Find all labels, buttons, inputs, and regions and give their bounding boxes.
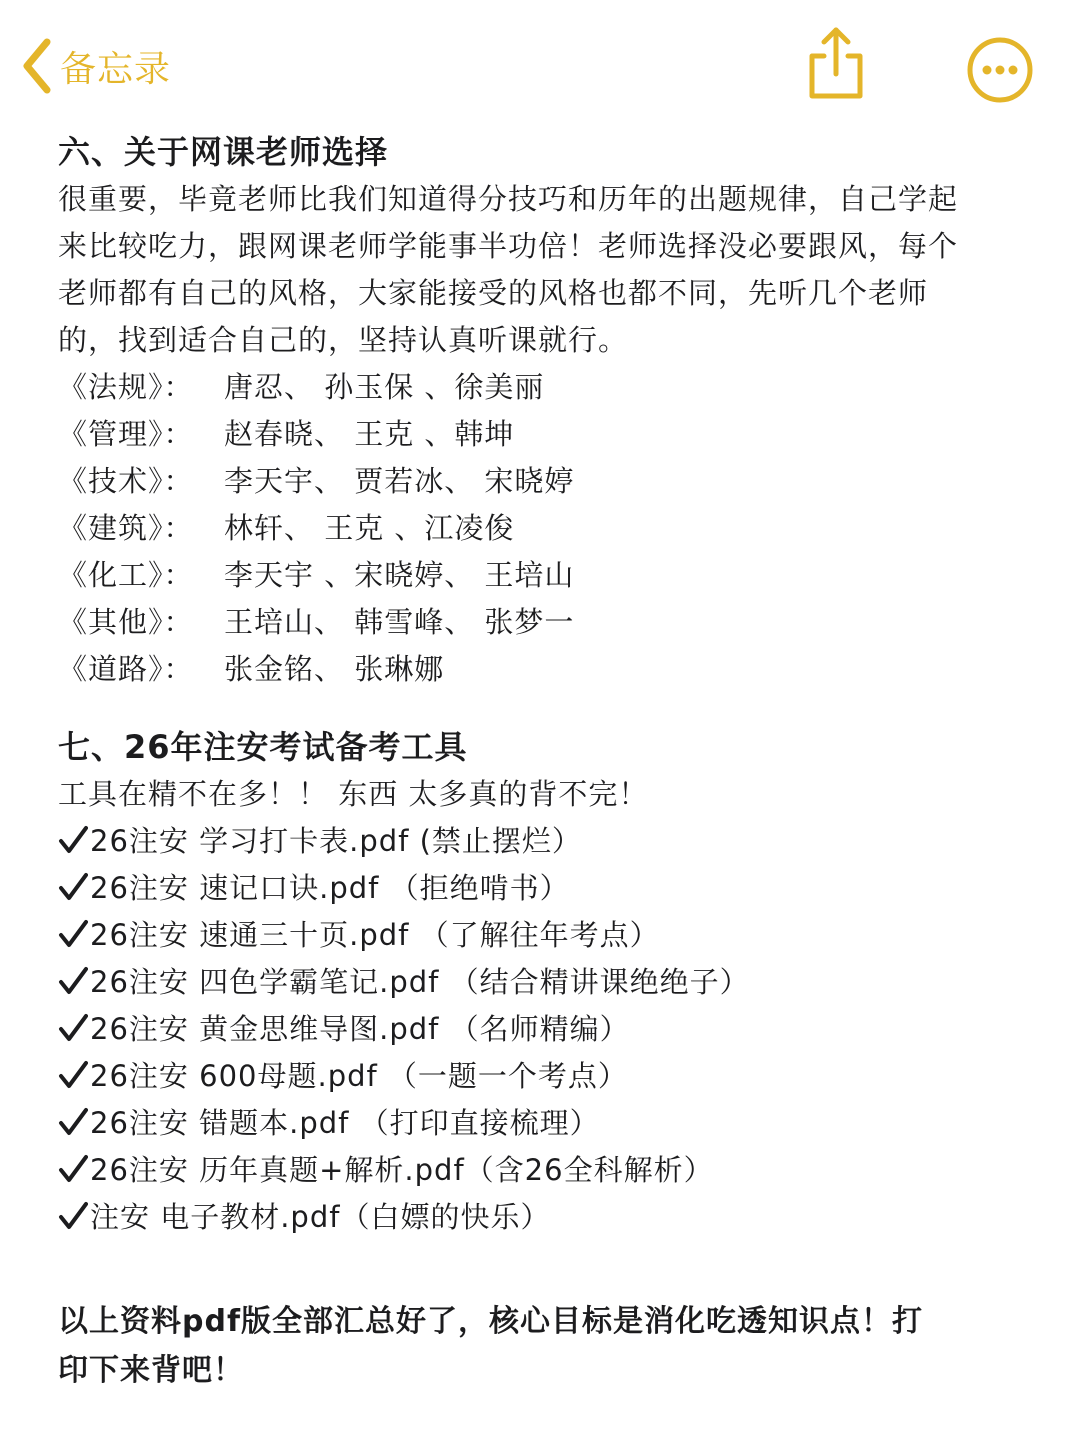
list-item	[58, 1147, 1048, 1194]
spacer	[58, 1241, 1048, 1271]
teacher-names: 张金铭、 张琳娜	[224, 652, 445, 686]
chevron-left-icon	[22, 38, 52, 94]
share-button[interactable]	[800, 24, 872, 104]
back-label: 备忘录	[60, 48, 172, 90]
checkmark-icon	[58, 1060, 88, 1090]
list-item-text: 26注安 速记口诀.pdf （拒绝啃书）	[90, 871, 570, 905]
subject-label: 《建筑》：	[58, 511, 194, 545]
teacher-names: 李天宇 、宋晓婷、 王培山	[224, 558, 575, 592]
paragraph-line: 的，找到适合自己的，坚持认真听课就行。	[58, 323, 629, 357]
section-title-tools: 七、26年注安考试备考工具	[58, 728, 468, 766]
list-item	[58, 1100, 1048, 1147]
checkmark-icon	[58, 825, 88, 855]
navigation-bar	[0, 0, 1080, 120]
list-item-text: 26注安 学习打卡表.pdf (禁止摆烂）	[90, 824, 582, 858]
list-item-text: 26注安 速通三十页.pdf （了解往年考点）	[90, 918, 660, 952]
teacher-row	[58, 411, 1048, 458]
list-item	[58, 865, 1048, 912]
teacher-row	[58, 552, 1048, 599]
subject-label: 《道路》：	[58, 652, 194, 686]
list-item-text: 26注安 黄金思维导图.pdf （名师精编）	[90, 1012, 630, 1046]
list-item	[58, 1053, 1048, 1100]
back-button[interactable]	[22, 34, 171, 98]
teacher-names: 赵春晓、 王克 、韩坤	[224, 417, 515, 451]
teacher-row	[58, 364, 1048, 411]
spacer	[58, 693, 1048, 723]
list-item	[58, 959, 1048, 1006]
teacher-names: 唐忍、 孙玉保 、徐美丽	[224, 370, 545, 404]
subject-label: 《管理》：	[58, 417, 194, 451]
teacher-row	[58, 599, 1048, 646]
checkmark-icon	[58, 872, 88, 902]
list-item-text: 26注安 错题本.pdf （打印直接梳理）	[90, 1106, 600, 1140]
checkmark-icon	[58, 1013, 88, 1043]
list-item	[58, 818, 1048, 865]
more-button[interactable]	[964, 34, 1036, 106]
teacher-names: 林轩、 王克 、江凌俊	[224, 511, 515, 545]
list-item	[58, 1194, 1048, 1241]
section-title-teachers: 六、关于网课老师选择	[58, 133, 389, 171]
paragraph-line: 很重要，毕竟老师比我们知道得分技巧和历年的出题规律，自己学起	[58, 182, 959, 216]
list-item	[58, 912, 1048, 959]
subject-label: 《法规》：	[58, 370, 194, 404]
tools-intro: 工具在精不在多！！ 东西 太多真的背不完！	[58, 777, 649, 811]
note-body[interactable]	[58, 128, 1048, 1395]
checkmark-icon	[58, 1154, 88, 1184]
checkmark-icon	[58, 966, 88, 996]
subject-label: 《化工》：	[58, 558, 194, 592]
teacher-row	[58, 505, 1048, 552]
list-item-text: 26注安 600母题.pdf （一题一个考点）	[90, 1059, 628, 1093]
paragraph-line: 老师都有自己的风格，大家能接受的风格也都不同，先听几个老师	[58, 276, 929, 310]
teacher-names: 王培山、 韩雪峰、 张梦一	[224, 605, 575, 639]
teacher-row	[58, 646, 1048, 693]
list-item-text: 注安 电子教材.pdf（白嫖的快乐）	[90, 1200, 551, 1234]
share-icon	[800, 24, 872, 104]
subject-label: 《技术》：	[58, 464, 194, 498]
list-item-text: 26注安 历年真题+解析.pdf（含26全科解析）	[90, 1153, 714, 1187]
more-icon	[964, 34, 1036, 106]
checkmark-icon	[58, 1201, 88, 1231]
checkmark-icon	[58, 919, 88, 949]
spacer	[58, 1271, 1048, 1297]
closing-line: 印下来背吧！	[58, 1353, 244, 1388]
teacher-row	[58, 458, 1048, 505]
checkmark-icon	[58, 1107, 88, 1137]
subject-label: 《其他》：	[58, 605, 194, 639]
teacher-names: 李天宇、 贾若冰、 宋晓婷	[224, 464, 575, 498]
list-item	[58, 1006, 1048, 1053]
closing-line: 以上资料pdf版全部汇总好了，核心目标是消化吃透知识点！打	[58, 1304, 924, 1339]
paragraph-line: 来比较吃力，跟网课老师学能事半功倍！老师选择没必要跟风，每个	[58, 229, 959, 263]
list-item-text: 26注安 四色学霸笔记.pdf （结合精讲课绝绝子）	[90, 965, 750, 999]
